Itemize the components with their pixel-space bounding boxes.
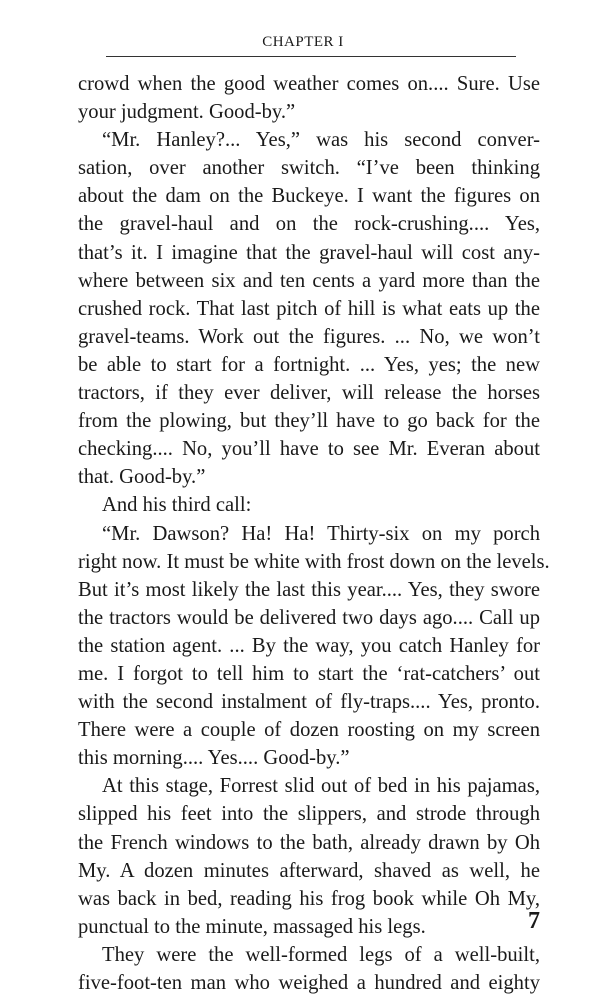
text-line: gravel-teams. Work out the figures. ... No, we won’t: [78, 325, 540, 348]
text-line: “Mr. Dawson? Ha! Ha! Thirty-six on my porch: [102, 522, 540, 545]
text-line: And his third call:: [102, 494, 252, 517]
text-line: punctual to the minute, massaged his legs.: [78, 915, 426, 938]
text-line: your judgment. Good-by.”: [78, 101, 296, 124]
text-line: crushed rock. That last pitch of hill is what eats up the: [78, 297, 540, 320]
text-line: “Mr. Hanley?... Yes,” was his second conver-: [102, 129, 540, 152]
text-line: me. I forgot to tell him to start the ‘rat-catchers’ out: [78, 662, 540, 685]
text-line: But it’s most likely the last this year.... Yes, they swore: [78, 578, 540, 601]
text-line: At this stage, Forrest slid out of bed in his pajamas,: [102, 775, 540, 798]
text-line: that. Good-by.”: [78, 466, 206, 489]
text-line: the French windows to the bath, already drawn by Oh: [78, 831, 540, 854]
text-line: sation, over another switch. “I’ve been thinking: [78, 157, 540, 180]
text-line: about the dam on the Buckeye. I want the figures on: [78, 185, 540, 208]
text-line: right now. It must be white with frost down on the levels.: [78, 550, 550, 573]
running-head: CHAPTER I: [262, 34, 344, 50]
body-text: [78, 70, 550, 997]
text-line: checking.... No, you’ll have to see Mr. Everan about: [78, 438, 540, 461]
text-line: the station agent. ... By the way, you catch Hanley for: [78, 634, 540, 657]
text-line: five-foot-ten man who weighed a hundred and eighty: [78, 972, 540, 994]
text-line: was back in bed, reading his frog book while Oh My,: [78, 887, 540, 910]
text-line: slipped his feet into the slippers, and strode through: [78, 803, 540, 826]
header-rule: [106, 56, 516, 57]
text-line: be able to start for a fortnight. ... Yes, yes; the new: [78, 353, 540, 376]
text-line: from the plowing, but they’ll have to go back for the: [78, 410, 540, 433]
text-line: this morning.... Yes.... Good-by.”: [78, 747, 350, 770]
text-line: They were the well-formed legs of a well-built,: [102, 943, 540, 966]
text-line: with the second instalment of fly-traps.... Yes, pronto.: [78, 691, 540, 714]
page-number: 7: [528, 908, 540, 934]
text-line: tractors, if they ever deliver, will release the horses: [78, 382, 540, 405]
text-line: where between six and ten cents a yard more than the: [78, 269, 540, 292]
text-line: the gravel-haul and on the rock-crushing.... Yes,: [78, 213, 540, 236]
text-line: that’s it. I imagine that the gravel-haul will cost any-: [78, 241, 540, 264]
text-line: My. A dozen minutes afterward, shaved as well, he: [78, 859, 540, 882]
text-line: the tractors would be delivered two days ago.... Call up: [78, 606, 540, 629]
text-line: There were a couple of dozen roosting on my screen: [78, 719, 540, 742]
text-line: crowd when the good weather comes on.... Sure. Use: [78, 73, 540, 95]
